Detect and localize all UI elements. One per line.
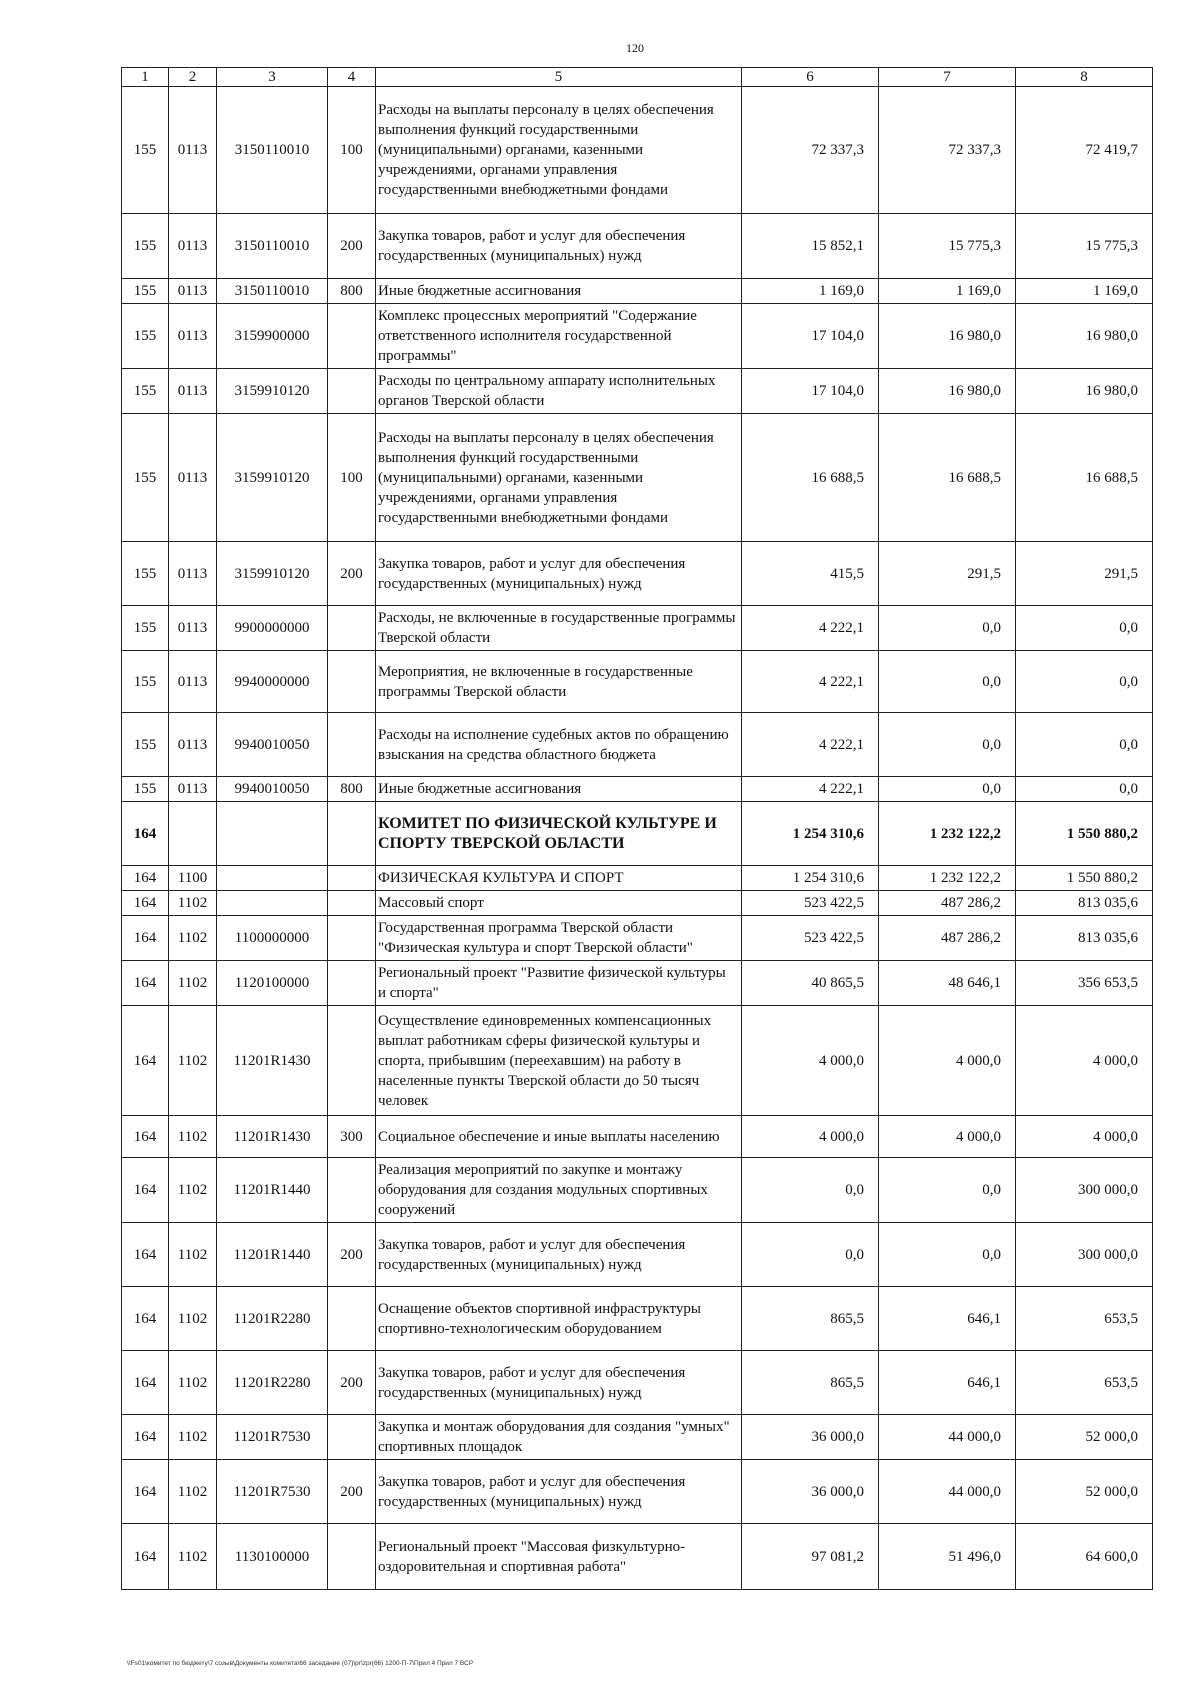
amount-cell: 300 000,0 (1016, 1158, 1153, 1223)
amount-cell: 0,0 (879, 651, 1016, 713)
amount-cell: 813 035,6 (1016, 891, 1153, 916)
target-article-cell: 3150110010 (217, 87, 328, 214)
table-row (122, 1415, 1153, 1460)
row-code-cell: 164 (122, 802, 169, 866)
amount-cell: 0,0 (1016, 713, 1153, 777)
amount-cell: 653,5 (1016, 1351, 1153, 1415)
amount-cell: 16 980,0 (879, 369, 1016, 414)
target-article-cell: 9940010050 (217, 777, 328, 802)
description-cell: КОМИТЕТ ПО ФИЗИЧЕСКОЙ КУЛЬТУРЕ И СПОРТУ ТВЕРСКОЙ ОБЛАСТИ (376, 802, 742, 866)
table-row (122, 1116, 1153, 1158)
description-cell: ФИЗИЧЕСКАЯ КУЛЬТУРА И СПОРТ (376, 866, 742, 891)
expense-type-cell (328, 866, 376, 891)
target-article-cell: 3150110010 (217, 214, 328, 279)
budget-table (121, 67, 1153, 1590)
description-cell: Закупка товаров, работ и услуг для обеспечения государственных (муниципальных) нужд (376, 214, 742, 279)
amount-cell: 4 000,0 (742, 1006, 879, 1116)
expense-type-cell (328, 1287, 376, 1351)
expense-type-cell (328, 713, 376, 777)
amount-cell: 0,0 (1016, 777, 1153, 802)
amount-cell: 51 496,0 (879, 1524, 1016, 1590)
amount-cell: 291,5 (879, 542, 1016, 606)
target-article-cell: 3159910120 (217, 369, 328, 414)
row-code-cell: 164 (122, 961, 169, 1006)
amount-cell: 1 254 310,6 (742, 866, 879, 891)
expense-type-cell (328, 961, 376, 1006)
section-code-cell: 0113 (169, 651, 217, 713)
amount-cell: 300 000,0 (1016, 1223, 1153, 1287)
target-article-cell: 11201R1430 (217, 1116, 328, 1158)
section-code-cell: 1102 (169, 961, 217, 1006)
section-code-cell: 0113 (169, 304, 217, 369)
amount-cell: 16 688,5 (879, 414, 1016, 542)
row-code-cell: 155 (122, 87, 169, 214)
amount-cell: 72 419,7 (1016, 87, 1153, 214)
table-row (122, 304, 1153, 369)
amount-cell: 0,0 (742, 1223, 879, 1287)
column-number-header-row (122, 68, 1153, 87)
target-article-cell: 11201R2280 (217, 1287, 328, 1351)
section-code-cell: 0113 (169, 606, 217, 651)
amount-cell: 4 222,1 (742, 651, 879, 713)
expense-type-cell: 200 (328, 214, 376, 279)
column-header-5: 5 (376, 68, 742, 87)
row-code-cell: 164 (122, 1351, 169, 1415)
description-cell: Оснащение объектов спортивной инфраструктуры спортивно-технологическим оборудованием (376, 1287, 742, 1351)
amount-cell: 1 550 880,2 (1016, 866, 1153, 891)
table-row (122, 1524, 1153, 1590)
amount-cell: 17 104,0 (742, 369, 879, 414)
amount-cell: 813 035,6 (1016, 916, 1153, 961)
description-cell: Расходы, не включенные в государственные программы Тверской области (376, 606, 742, 651)
amount-cell: 4 000,0 (1016, 1006, 1153, 1116)
amount-cell: 4 222,1 (742, 777, 879, 802)
expense-type-cell (328, 369, 376, 414)
row-code-cell: 155 (122, 304, 169, 369)
amount-cell: 0,0 (879, 777, 1016, 802)
row-code-cell: 155 (122, 651, 169, 713)
target-article-cell: 11201R2280 (217, 1351, 328, 1415)
target-article-cell: 1130100000 (217, 1524, 328, 1590)
section-code-cell: 0113 (169, 542, 217, 606)
section-code-cell: 1100 (169, 866, 217, 891)
expense-type-cell (328, 1415, 376, 1460)
row-code-cell: 164 (122, 1287, 169, 1351)
section-code-cell: 0113 (169, 87, 217, 214)
amount-cell: 4 000,0 (879, 1116, 1016, 1158)
column-header-2: 2 (169, 68, 217, 87)
expense-type-cell: 800 (328, 777, 376, 802)
target-article-cell: 9900000000 (217, 606, 328, 651)
amount-cell: 36 000,0 (742, 1415, 879, 1460)
row-code-cell: 164 (122, 1415, 169, 1460)
section-code-cell: 1102 (169, 1006, 217, 1116)
amount-cell: 865,5 (742, 1287, 879, 1351)
table-row (122, 891, 1153, 916)
table-row (122, 414, 1153, 542)
amount-cell: 64 600,0 (1016, 1524, 1153, 1590)
amount-cell: 36 000,0 (742, 1460, 879, 1524)
description-cell: Иные бюджетные ассигнования (376, 777, 742, 802)
column-header-7: 7 (879, 68, 1016, 87)
row-code-cell: 155 (122, 414, 169, 542)
row-code-cell: 164 (122, 1223, 169, 1287)
row-code-cell: 164 (122, 891, 169, 916)
footer-file-path: \\Fs01\комитет по бюджету\7 созыв\Документы комитета\66 заседание (07)\pr\zpr(66) 1200-П-7\Прил 4 Прил 7 ВСР (127, 1660, 474, 1667)
amount-cell: 16 980,0 (1016, 369, 1153, 414)
amount-cell: 4 222,1 (742, 713, 879, 777)
section-code-cell: 1102 (169, 916, 217, 961)
section-code-cell: 1102 (169, 1351, 217, 1415)
section-code-cell: 0113 (169, 279, 217, 304)
row-code-cell: 164 (122, 1460, 169, 1524)
expense-type-cell: 800 (328, 279, 376, 304)
row-code-cell: 155 (122, 777, 169, 802)
expense-type-cell (328, 916, 376, 961)
description-cell: Региональный проект "Массовая физкультурно-оздоровительная и спортивная работа" (376, 1524, 742, 1590)
description-cell: Закупка и монтаж оборудования для создания "умных" спортивных площадок (376, 1415, 742, 1460)
target-article-cell: 11201R7530 (217, 1460, 328, 1524)
amount-cell: 72 337,3 (742, 87, 879, 214)
target-article-cell: 3150110010 (217, 279, 328, 304)
amount-cell: 1 169,0 (1016, 279, 1153, 304)
amount-cell: 0,0 (1016, 606, 1153, 651)
row-code-cell: 164 (122, 866, 169, 891)
table-row (122, 651, 1153, 713)
page-number: 120 (626, 41, 644, 55)
description-cell: Социальное обеспечение и иные выплаты населению (376, 1116, 742, 1158)
target-article-cell: 3159910120 (217, 542, 328, 606)
description-cell: Закупка товаров, работ и услуг для обеспечения государственных (муниципальных) нужд (376, 1223, 742, 1287)
target-article-cell: 3159910120 (217, 414, 328, 542)
description-cell: Расходы по центральному аппарату исполнительных органов Тверской области (376, 369, 742, 414)
table-row (122, 369, 1153, 414)
amount-cell: 0,0 (879, 1158, 1016, 1223)
expense-type-cell: 200 (328, 542, 376, 606)
amount-cell: 291,5 (1016, 542, 1153, 606)
amount-cell: 40 865,5 (742, 961, 879, 1006)
table-row (122, 866, 1153, 891)
amount-cell: 0,0 (879, 606, 1016, 651)
section-code-cell: 1102 (169, 1158, 217, 1223)
amount-cell: 52 000,0 (1016, 1460, 1153, 1524)
amount-cell: 16 980,0 (1016, 304, 1153, 369)
amount-cell: 487 286,2 (879, 916, 1016, 961)
expense-type-cell: 200 (328, 1351, 376, 1415)
amount-cell: 44 000,0 (879, 1415, 1016, 1460)
amount-cell: 4 222,1 (742, 606, 879, 651)
expense-type-cell: 300 (328, 1116, 376, 1158)
table-row (122, 542, 1153, 606)
amount-cell: 1 550 880,2 (1016, 802, 1153, 866)
expense-type-cell (328, 651, 376, 713)
table-row (122, 916, 1153, 961)
expense-type-cell: 100 (328, 414, 376, 542)
column-header-6: 6 (742, 68, 879, 87)
amount-cell: 865,5 (742, 1351, 879, 1415)
section-code-cell: 1102 (169, 1524, 217, 1590)
description-cell: Расходы на выплаты персоналу в целях обеспечения выполнения функций государственными (муниципальными) органами, казенными учреждениями, органами управления государственными внебюджетными фондами (376, 414, 742, 542)
target-article-cell: 1100000000 (217, 916, 328, 961)
description-cell: Закупка товаров, работ и услуг для обеспечения государственных (муниципальных) нужд (376, 1351, 742, 1415)
target-article-cell: 9940010050 (217, 713, 328, 777)
amount-cell: 0,0 (742, 1158, 879, 1223)
amount-cell: 4 000,0 (879, 1006, 1016, 1116)
row-code-cell: 155 (122, 542, 169, 606)
target-article-cell: 11201R1440 (217, 1223, 328, 1287)
description-cell: Региональный проект "Развитие физической культуры и спорта" (376, 961, 742, 1006)
amount-cell: 0,0 (1016, 651, 1153, 713)
amount-cell: 4 000,0 (742, 1116, 879, 1158)
section-code-cell: 1102 (169, 891, 217, 916)
expense-type-cell (328, 1006, 376, 1116)
amount-cell: 1 254 310,6 (742, 802, 879, 866)
expense-type-cell (328, 1158, 376, 1223)
expense-type-cell: 200 (328, 1460, 376, 1524)
expense-type-cell (328, 606, 376, 651)
column-header-1: 1 (122, 68, 169, 87)
row-code-cell: 164 (122, 1116, 169, 1158)
column-header-8: 8 (1016, 68, 1153, 87)
table-row (122, 1006, 1153, 1116)
section-code-cell: 1102 (169, 1116, 217, 1158)
table-row (122, 1158, 1153, 1223)
row-code-cell: 164 (122, 916, 169, 961)
section-code-cell: 0113 (169, 214, 217, 279)
row-code-cell: 155 (122, 369, 169, 414)
target-article-cell: 11201R1430 (217, 1006, 328, 1116)
amount-cell: 72 337,3 (879, 87, 1016, 214)
description-cell: Расходы на исполнение судебных актов по обращению взыскания на средства областного бюджета (376, 713, 742, 777)
amount-cell: 4 000,0 (1016, 1116, 1153, 1158)
column-header-4: 4 (328, 68, 376, 87)
row-code-cell: 164 (122, 1158, 169, 1223)
row-code-cell: 155 (122, 279, 169, 304)
expense-type-cell: 100 (328, 87, 376, 214)
table-row (122, 961, 1153, 1006)
amount-cell: 1 232 122,2 (879, 866, 1016, 891)
target-article-cell (217, 866, 328, 891)
amount-cell: 16 688,5 (742, 414, 879, 542)
table-row (122, 606, 1153, 651)
expense-type-cell (328, 891, 376, 916)
target-article-cell: 1120100000 (217, 961, 328, 1006)
amount-cell: 15 775,3 (1016, 214, 1153, 279)
section-code-cell: 1102 (169, 1415, 217, 1460)
section-code-cell: 0113 (169, 414, 217, 542)
description-cell: Массовый спорт (376, 891, 742, 916)
amount-cell: 653,5 (1016, 1287, 1153, 1351)
row-code-cell: 155 (122, 214, 169, 279)
section-code-cell: 0113 (169, 777, 217, 802)
table-row (122, 279, 1153, 304)
amount-cell: 48 646,1 (879, 961, 1016, 1006)
amount-cell: 15 852,1 (742, 214, 879, 279)
amount-cell: 16 980,0 (879, 304, 1016, 369)
table-row (122, 1351, 1153, 1415)
amount-cell: 0,0 (879, 1223, 1016, 1287)
expense-type-cell (328, 802, 376, 866)
expense-type-cell: 200 (328, 1223, 376, 1287)
table-row (122, 777, 1153, 802)
amount-cell: 1 232 122,2 (879, 802, 1016, 866)
table-row (122, 87, 1153, 214)
section-code-cell: 0113 (169, 369, 217, 414)
description-cell: Осуществление единовременных компенсационных выплат работникам сферы физической культуры и спорта, прибывшим (переехавшим) на работу в населенные пункты Тверской области до 50 тысяч человек (376, 1006, 742, 1116)
description-cell: Закупка товаров, работ и услуг для обеспечения государственных (муниципальных) нужд (376, 542, 742, 606)
amount-cell: 356 653,5 (1016, 961, 1153, 1006)
section-code-cell: 1102 (169, 1223, 217, 1287)
amount-cell: 15 775,3 (879, 214, 1016, 279)
table-row (122, 713, 1153, 777)
description-cell: Реализация мероприятий по закупке и монтажу оборудования для создания модульных спортивных сооружений (376, 1158, 742, 1223)
column-header-3: 3 (217, 68, 328, 87)
amount-cell: 1 169,0 (879, 279, 1016, 304)
table-row (122, 1223, 1153, 1287)
amount-cell: 415,5 (742, 542, 879, 606)
table-row (122, 1287, 1153, 1351)
amount-cell: 17 104,0 (742, 304, 879, 369)
target-article-cell: 9940000000 (217, 651, 328, 713)
section-code-cell: 1102 (169, 1460, 217, 1524)
row-code-cell: 155 (122, 606, 169, 651)
description-cell: Закупка товаров, работ и услуг для обеспечения государственных (муниципальных) нужд (376, 1460, 742, 1524)
expense-type-cell (328, 1524, 376, 1590)
description-cell: Иные бюджетные ассигнования (376, 279, 742, 304)
table-row (122, 1460, 1153, 1524)
expense-type-cell (328, 304, 376, 369)
amount-cell: 487 286,2 (879, 891, 1016, 916)
row-code-cell: 164 (122, 1524, 169, 1590)
amount-cell: 52 000,0 (1016, 1415, 1153, 1460)
description-cell: Государственная программа Тверской области "Физическая культура и спорт Тверской области" (376, 916, 742, 961)
amount-cell: 646,1 (879, 1351, 1016, 1415)
row-code-cell: 155 (122, 713, 169, 777)
section-code-cell (169, 802, 217, 866)
amount-cell: 0,0 (879, 713, 1016, 777)
target-article-cell: 11201R7530 (217, 1415, 328, 1460)
description-cell: Мероприятия, не включенные в государственные программы Тверской области (376, 651, 742, 713)
target-article-cell: 3159900000 (217, 304, 328, 369)
target-article-cell (217, 891, 328, 916)
section-code-cell: 1102 (169, 1287, 217, 1351)
description-cell: Комплекс процессных мероприятий "Содержание ответственного исполнителя государственной программы" (376, 304, 742, 369)
target-article-cell (217, 802, 328, 866)
amount-cell: 646,1 (879, 1287, 1016, 1351)
table-row (122, 802, 1153, 866)
amount-cell: 16 688,5 (1016, 414, 1153, 542)
section-code-cell: 0113 (169, 713, 217, 777)
amount-cell: 523 422,5 (742, 891, 879, 916)
target-article-cell: 11201R1440 (217, 1158, 328, 1223)
table-row (122, 214, 1153, 279)
amount-cell: 44 000,0 (879, 1460, 1016, 1524)
row-code-cell: 164 (122, 1006, 169, 1116)
amount-cell: 523 422,5 (742, 916, 879, 961)
description-cell: Расходы на выплаты персоналу в целях обеспечения выполнения функций государственными (муниципальными) органами, казенными учреждениями, органами управления государственными внебюджетными фондами (376, 87, 742, 214)
amount-cell: 97 081,2 (742, 1524, 879, 1590)
amount-cell: 1 169,0 (742, 279, 879, 304)
